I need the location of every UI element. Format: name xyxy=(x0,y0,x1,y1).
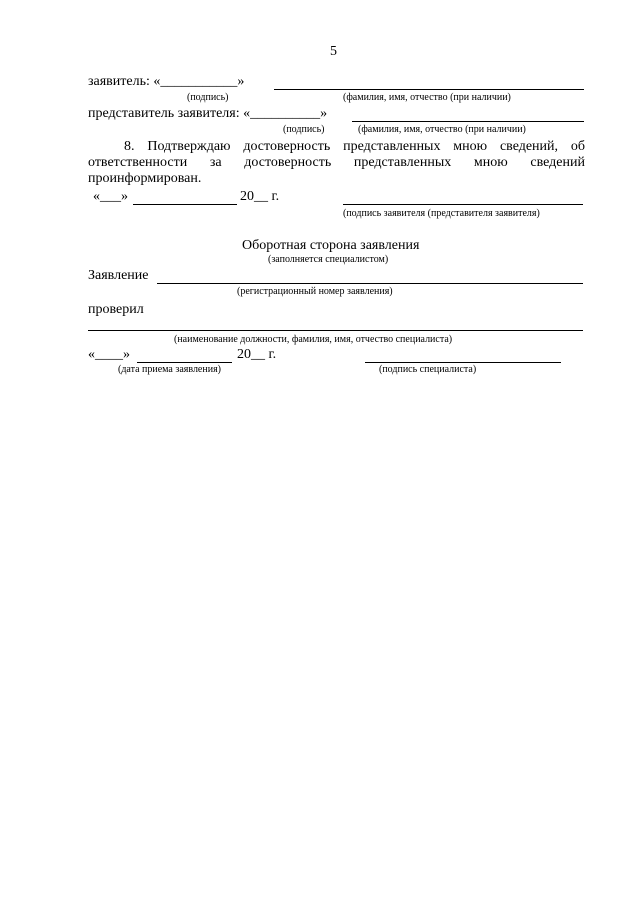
applicant-date-row xyxy=(93,189,128,205)
date2-day-blank[interactable]: ____ xyxy=(95,347,123,362)
receipt-date-row xyxy=(88,347,130,363)
date2-year-prefix: 20 xyxy=(237,347,251,362)
representative-open-quote: « xyxy=(243,106,251,121)
date1-close-quote: » xyxy=(121,189,128,204)
confirmation-line-2: ответственности за достоверность представленных мною сведений xyxy=(88,155,585,170)
date1-year-suffix: г. xyxy=(271,189,280,204)
reverse-subtitle: (заполняется специалистом) xyxy=(268,254,389,265)
date2-year-blank[interactable]: __ xyxy=(251,347,265,362)
date1-year xyxy=(240,189,279,205)
applicant-name-line[interactable] xyxy=(274,89,584,90)
specialist-signature-caption: (подпись специалиста) xyxy=(379,364,477,375)
representative-signature-caption: (подпись) xyxy=(283,124,325,135)
representative-name-line[interactable] xyxy=(352,121,584,122)
date1-year-blank[interactable]: __ xyxy=(254,189,268,204)
applicant-close-quote: » xyxy=(237,74,245,89)
date2-close-quote: » xyxy=(123,347,130,362)
specialist-signature-line[interactable] xyxy=(365,362,561,363)
checked-label: проверил xyxy=(88,302,144,317)
receipt-date-caption: (дата приема заявления) xyxy=(118,364,222,375)
confirmation-line-3: проинформирован. xyxy=(88,171,202,186)
date2-open-quote: « xyxy=(88,347,95,362)
applicant-signature-caption: (подпись) xyxy=(187,92,229,103)
specialist-caption: (наименование должности, фамилия, имя, отчество специалиста) xyxy=(174,334,453,345)
applicant-signature-blank[interactable]: ___________ xyxy=(160,74,238,89)
specialist-name-line[interactable] xyxy=(88,330,583,331)
date1-year-prefix: 20 xyxy=(240,189,254,204)
statement-label: Заявление xyxy=(88,268,149,283)
applicant-open-quote: « xyxy=(153,74,161,89)
reverse-title: Оборотная сторона заявления xyxy=(242,238,420,253)
registration-number-caption: (регистрационный номер заявления) xyxy=(237,286,393,297)
date1-day-blank[interactable]: ___ xyxy=(100,189,121,204)
representative-signature-blank[interactable]: __________ xyxy=(250,106,321,121)
date1-open-quote: « xyxy=(93,189,100,204)
representative-label: представитель заявителя: xyxy=(88,106,240,121)
representative-close-quote: » xyxy=(320,106,328,121)
applicant-row xyxy=(88,74,244,90)
applicant-signature-date-caption: (подпись заявителя (представителя заявителя) xyxy=(343,208,540,219)
applicant-label: заявитель: xyxy=(88,74,150,89)
confirmation-line-1: 8. Подтверждаю достоверность представленных мною сведений, об xyxy=(124,139,585,154)
date2-year-suffix: г. xyxy=(268,347,277,362)
page-number: 5 xyxy=(330,44,337,59)
representative-row xyxy=(88,106,327,122)
date2-month-line[interactable] xyxy=(137,362,232,363)
date1-month-line[interactable] xyxy=(133,204,237,205)
registration-number-line[interactable] xyxy=(157,283,583,284)
applicant-name-caption: (фамилия, имя, отчество (при наличии) xyxy=(343,92,511,103)
date2-year xyxy=(237,347,276,363)
representative-name-caption: (фамилия, имя, отчество (при наличии) xyxy=(358,124,526,135)
applicant-signature-line[interactable] xyxy=(343,204,583,205)
